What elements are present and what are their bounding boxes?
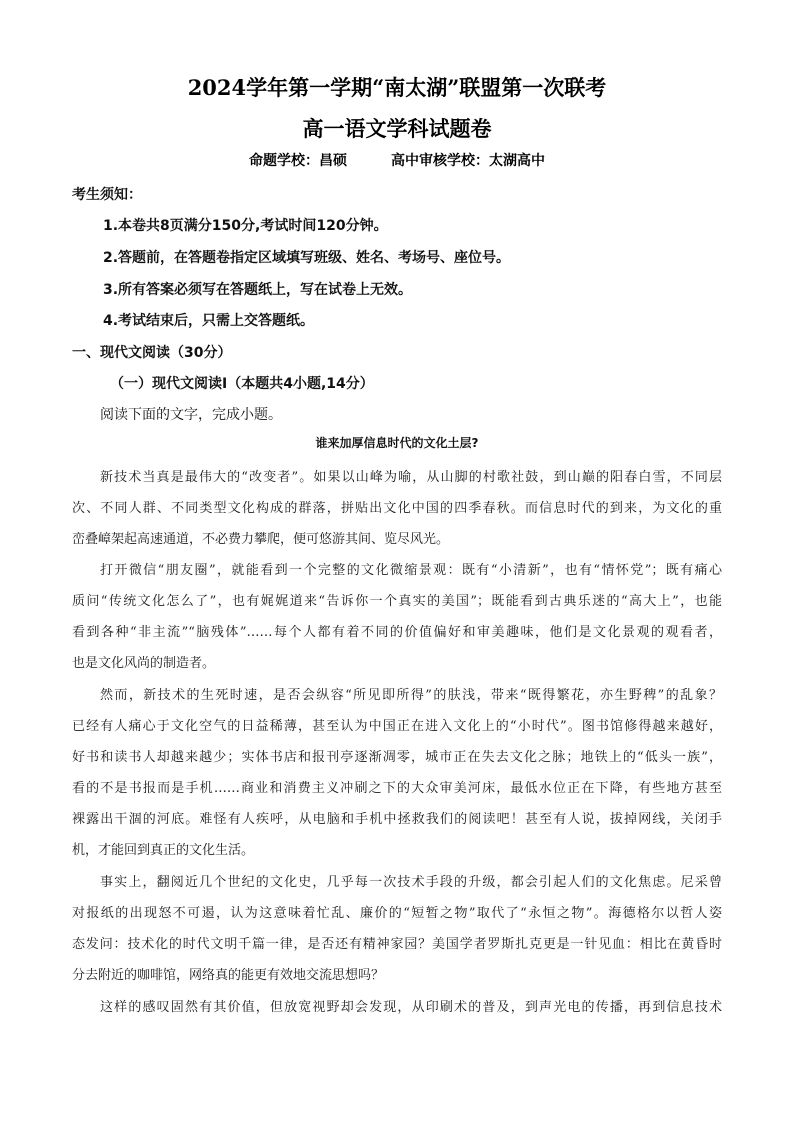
reviewer-school: 高中审核学校：太湖高中 bbox=[391, 153, 545, 169]
notice-item: 1.本卷共8页满分150分,考试时间120分钟。 bbox=[103, 218, 388, 234]
article-line: 对报纸的出现怒不可遏，认为这意味着忙乱、廉价的“短暂之物”取代了“永恒之物”。海德格尔以哲人姿 bbox=[72, 906, 722, 921]
notice-heading: 考生须知： bbox=[72, 187, 142, 203]
exam-subtitle: 高一语文学科试题卷 bbox=[302, 116, 492, 141]
article-line: 峦叠嶂架起高速通道，不必费力攀爬，便可悠游其间、览尽风光。 bbox=[72, 532, 450, 547]
exam-title: 2024学年第一学期“南太湖”联盟第一次联考 bbox=[187, 75, 607, 100]
article-line: 裸露出干涸的河底。难怪有人疾呼，从电脑和手机中拯救我们的阅读吧！甚至有人说，拔掉网线，关闭手 bbox=[72, 812, 722, 827]
article-line: 也是文化风尚的制造者。 bbox=[72, 656, 216, 671]
school-info bbox=[0, 150, 794, 170]
article-line: 次、不同人群、不同类型文化构成的群落，拼贴出文化中国的四季春秋。而信息时代的到来，为文化的重 bbox=[72, 501, 722, 516]
article-line: 看的不是书报而是手机……商业和消费主义冲刷之下的大众审美河床，最低水位正在下降，有些地方甚至 bbox=[72, 781, 722, 796]
reading-instruction: 阅读下面的文字，完成小题。 bbox=[100, 407, 282, 423]
subsection-heading: （一）现代文阅读Ⅰ（本题共4小题,14分） bbox=[110, 376, 374, 392]
article-line: 新技术当真是最伟大的“改变者”。如果以山峰为喻，从山脚的村歌社鼓，到山巅的阳春白雪，不同层 bbox=[100, 470, 722, 485]
article-line: 机，才能回到真正的文化生活。 bbox=[72, 843, 255, 858]
article-line: 质问“传统文化怎么了”，也有娓娓道来“告诉你一个真实的美国”；既能看到古典乐迷的“高大上”，也能 bbox=[72, 594, 722, 609]
article-line: 态发问：技术化的时代文明千篇一律，是否还有精神家园？美国学者罗斯扎克更是一针见血：相比在黄昏时 bbox=[72, 937, 722, 952]
article-line: 事实上，翻阅近几个世纪的文化史，几乎每一次技术手段的升级，都会引起人们的文化焦虑。尼采曾 bbox=[100, 875, 722, 890]
article-line: 这样的感叹固然有其价值，但放宽视野却会发现，从印刷术的普及，到声光电的传播，再到信息技术 bbox=[100, 1000, 722, 1015]
article-title: 谁来加厚信息时代的文化土层? bbox=[315, 436, 479, 450]
notice-item: 4.考试结束后，只需上交答题纸。 bbox=[103, 313, 315, 329]
notice-item: 2.答题前，在答题卷指定区域填写班级、姓名、考场号、座位号。 bbox=[103, 250, 511, 266]
article-line: 打开微信“朋友圈”，就能看到一个完整的文化微缩景观：既有“小清新”，也有“情怀党”；既有痛心 bbox=[100, 563, 722, 578]
proposer-school: 命题学校：昌硕 bbox=[249, 153, 347, 169]
article-line: 分去附近的咖啡馆，网络真的能更有效地交流思想吗？ bbox=[72, 968, 385, 983]
article-line: 然而，新技术的生死时速，是否会纵容“所见即所得”的肤浅，带来“既得繁花，亦生野稗”的乱象？ bbox=[100, 688, 722, 703]
article-line: 好书和读书人却越来越少；实体书店和报刊亭逐渐凋零，城市正在失去文化之脉；地铁上的“低头一族”， bbox=[72, 750, 722, 765]
article-line: 已经有人痛心于文化空气的日益稀薄，甚至认为中国正在进入文化上的“小时代”。图书馆修得越来越好， bbox=[72, 719, 722, 734]
section-heading: 一、现代文阅读（30分） bbox=[72, 345, 232, 361]
article-line: 看到各种“非主流”“脑残体”……每个人都有着不同的价值偏好和审美趣味，他们是文化景观的观看者， bbox=[72, 625, 722, 640]
notice-item: 3.所有答案必须写在答题纸上，写在试卷上无效。 bbox=[103, 282, 413, 298]
